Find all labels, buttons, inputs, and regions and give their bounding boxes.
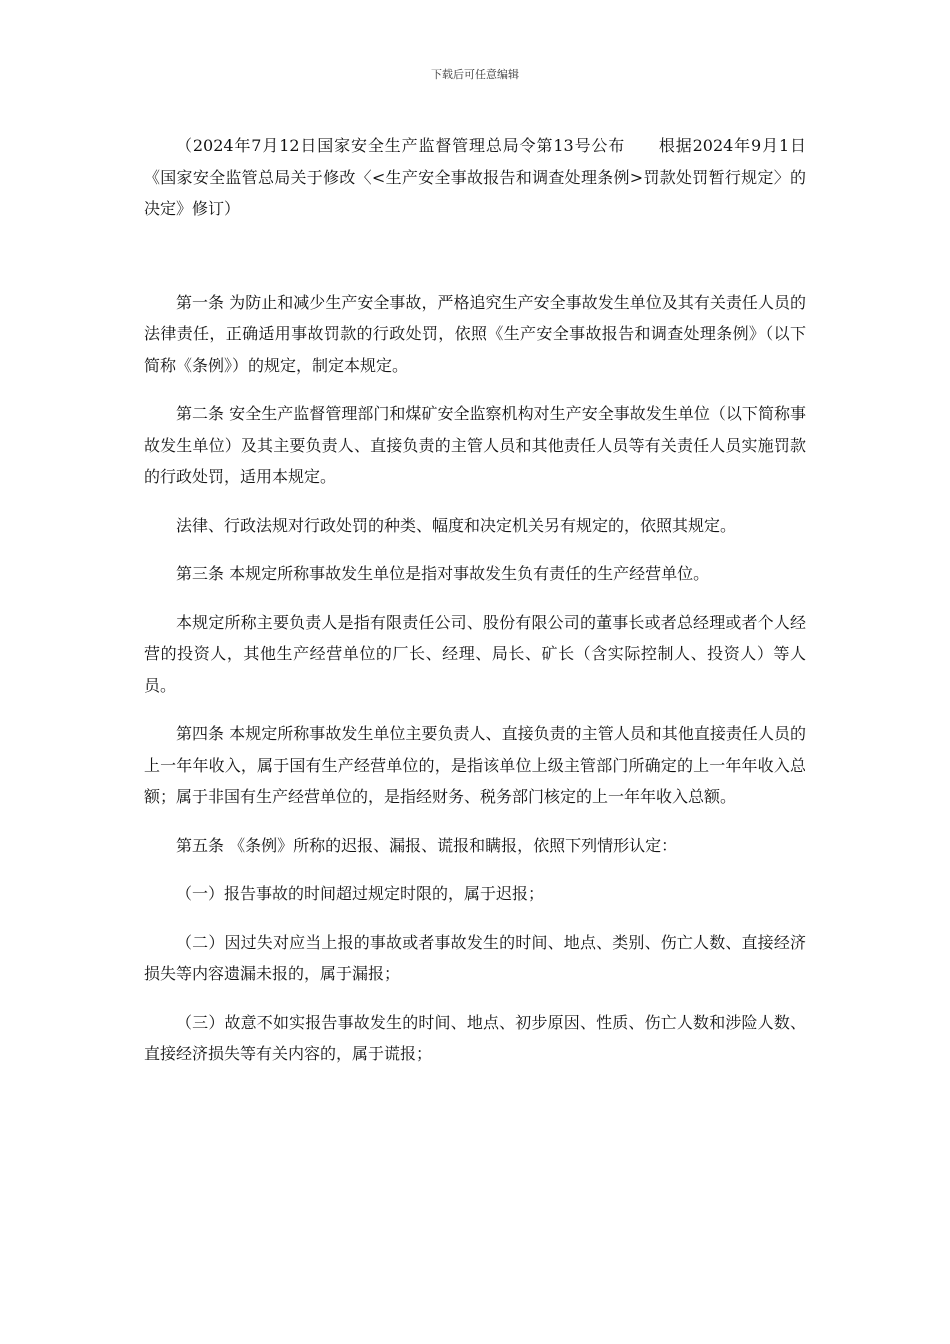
article-2-paragraph: 第二条 安全生产监督管理部门和煤矿安全监察机构对生产安全事故发生单位（以下简称事故发生单位）及其主要负责人、直接负责的主管人员和其他责任人员等有关责任人员实施罚款的行政处罚，适用本规定。 [144, 404, 806, 486]
article-5-item-1: （一）报告事故的时间超过规定时限的，属于迟报； [176, 884, 545, 903]
article-5-item-3: （三）故意不如实报告事故发生的时间、地点、初步原因、性质、伤亡人数和涉险人数、直接经济损失等有关内容的，属于谎报； [144, 1012, 806, 1063]
article-4-paragraph: 第四条 本规定所称事故发生单位主要负责人、直接负责的主管人员和其他直接责任人员的上一年年收入，属于国有生产经营单位的，是指该单位上级主管部门所确定的上一年年收入总额；属于非国有生产经营单位的，是指经财务、税务部门核定的上一年年收入总额。 [144, 724, 806, 806]
document-body [144, 130, 806, 1070]
article-5-item-2: （二）因过失对应当上报的事故或者事故发生的时间、地点、类别、伤亡人数、直接经济损失等内容遗漏未报的，属于漏报； [144, 932, 806, 983]
article-1-paragraph: 第一条 为防止和减少生产安全事故，严格追究生产安全事故发生单位及其有关责任人员的法律责任，正确适用事故罚款的行政处罚，依照《生产安全事故报告和调查处理条例》（以下简称《条例》）的规定，制定本规定。 [144, 292, 806, 375]
article-5-paragraph: 第五条 《条例》所称的迟报、漏报、谎报和瞒报，依照下列情形认定： [176, 835, 678, 855]
article-2-clause-paragraph: 法律、行政法规对行政处罚的种类、幅度和决定机关另有规定的，依照其规定。 [176, 515, 737, 535]
article-3-paragraph: 第三条 本规定所称事故发生单位是指对事故发生负有责任的生产经营单位。 [176, 564, 710, 583]
header-note: 下载后可任意编辑 [431, 68, 519, 81]
article-3-clause-paragraph: 本规定所称主要负责人是指有限责任公司、股份有限公司的董事长或者总经理或者个人经营的投资人，其他生产经营单位的厂长、经理、局长、矿长（含实际控制人、投资人）等人员。 [144, 612, 806, 695]
preamble-paragraph: （2024年7月12日国家安全生产监督管理总局令第13号公布 根据2024年9月1日《国家安全监管总局关于修改〈<生产安全事故报告和调查处理条例>罚款处罚暂行规定〉的决定》修订） [144, 136, 806, 218]
